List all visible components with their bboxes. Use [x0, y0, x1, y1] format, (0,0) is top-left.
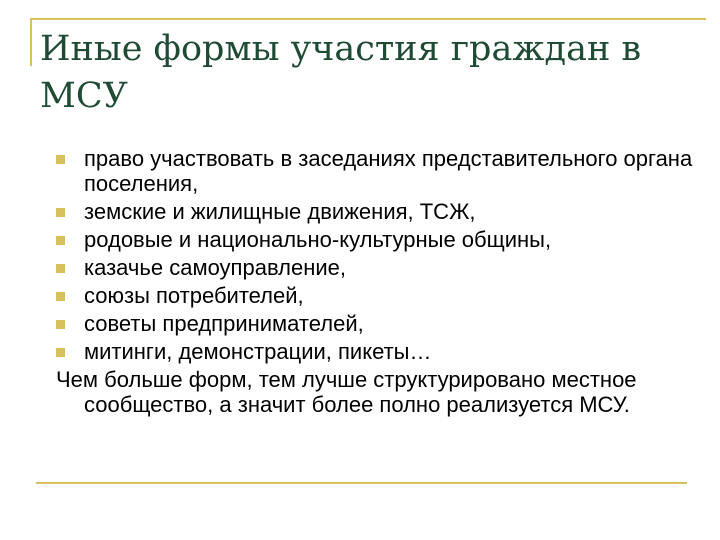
square-bullet-icon — [56, 348, 65, 357]
square-bullet-icon — [56, 236, 65, 245]
square-bullet-icon — [56, 208, 65, 217]
top-divider-line — [30, 18, 706, 20]
left-divider-line — [30, 18, 32, 66]
square-bullet-icon — [56, 320, 65, 329]
square-bullet-icon — [56, 292, 65, 301]
square-bullet-icon — [56, 155, 65, 164]
square-bullet-icon — [56, 264, 65, 273]
list-item — [56, 339, 696, 364]
list-item-text: казачье самоуправление, — [84, 255, 346, 280]
slide-content — [56, 146, 696, 417]
list-item-text: советы предпринимателей, — [84, 311, 364, 336]
list-item — [56, 199, 696, 224]
list-item — [56, 146, 696, 196]
list-item — [56, 255, 696, 280]
list-item — [56, 283, 696, 308]
list-item — [56, 311, 696, 336]
list-item-text: право участвовать в заседаниях представительного органа поселения, — [84, 146, 693, 196]
list-item-text: земские и жилищные движения, ТСЖ, — [84, 199, 476, 224]
bullet-list — [56, 146, 696, 364]
list-item-text: союзы потребителей, — [84, 283, 304, 308]
list-item-text: митинги, демонстрации, пикеты… — [84, 339, 432, 364]
slide-title: Иные формы участия граждан в МСУ — [40, 29, 642, 116]
list-item-text: родовые и национально-культурные общины, — [84, 227, 552, 252]
conclusion-text: Чем больше форм, тем лучше структурировано местное сообщество, а значит более полно реализуется МСУ. — [56, 367, 637, 417]
list-item — [56, 227, 696, 252]
bottom-divider-line — [36, 482, 687, 484]
